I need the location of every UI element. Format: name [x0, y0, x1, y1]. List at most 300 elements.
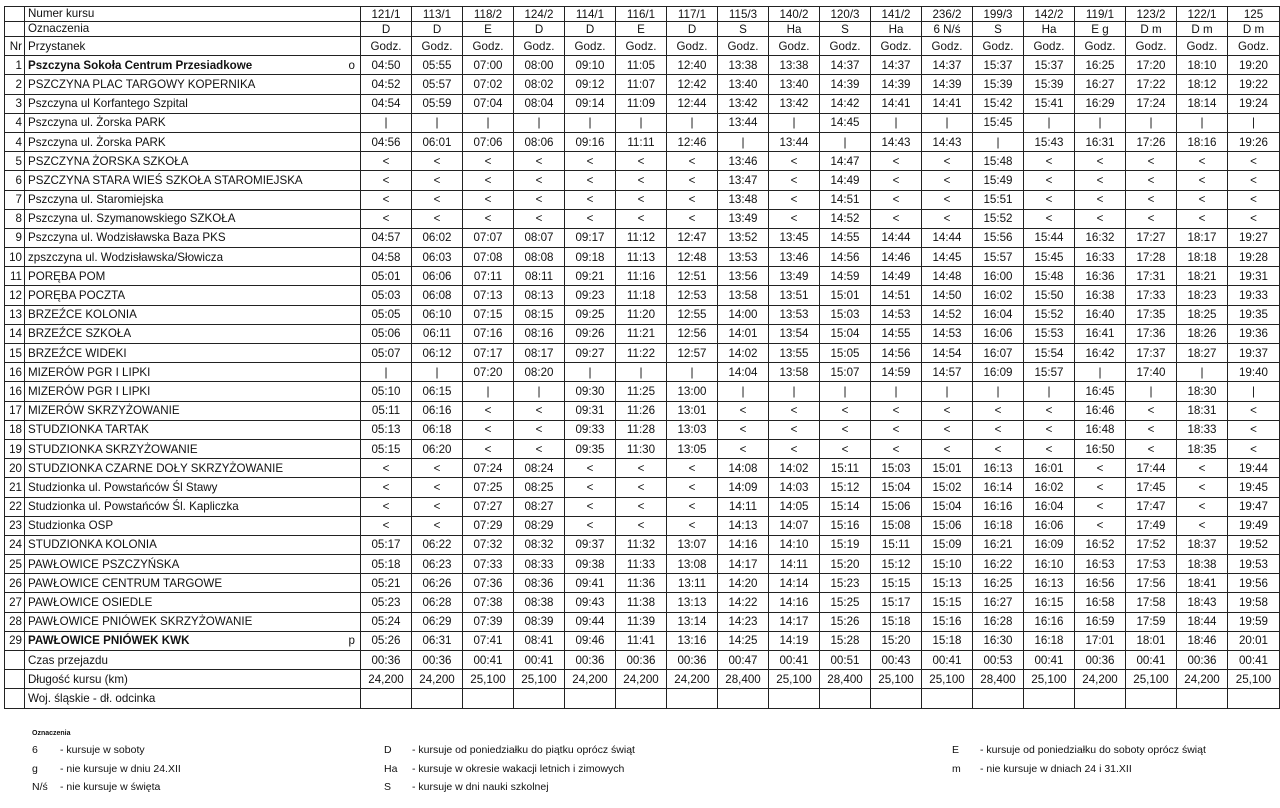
- summary-blank: [5, 689, 25, 708]
- summary-value: 24,200: [412, 670, 463, 689]
- stop-number: 4: [5, 113, 25, 132]
- stop-number: 18: [5, 420, 25, 439]
- departure-time: <: [973, 420, 1024, 439]
- departure-time: 16:32: [1075, 228, 1126, 247]
- godz-label: Godz.: [616, 37, 667, 56]
- summary-value: [361, 689, 412, 708]
- summary-value: 25,100: [769, 670, 820, 689]
- departure-time: 15:43: [1024, 132, 1075, 151]
- departure-time: 15:25: [820, 593, 871, 612]
- legend-item: [32, 744, 145, 756]
- legend-code: m: [952, 763, 961, 775]
- departure-time: 05:57: [412, 75, 463, 94]
- stop-number: 19: [5, 439, 25, 458]
- departure-time: 17:33: [1126, 286, 1177, 305]
- departure-time: 13:51: [769, 286, 820, 305]
- summary-value: 00:41: [769, 651, 820, 670]
- departure-time: 18:26: [1177, 324, 1228, 343]
- departure-time: <: [1024, 439, 1075, 458]
- departure-time: 08:29: [514, 516, 565, 535]
- departure-time: 15:37: [973, 56, 1024, 75]
- legend-item: [384, 744, 635, 756]
- departure-time: 16:40: [1075, 305, 1126, 324]
- departure-time: <: [871, 190, 922, 209]
- stop-flag: o: [348, 58, 355, 72]
- stop-label: Przystanek: [25, 37, 361, 56]
- departure-time: 07:00: [463, 56, 514, 75]
- departure-time: 14:22: [718, 593, 769, 612]
- summary-value: 25,100: [922, 670, 973, 689]
- legend-code: E: [952, 744, 960, 756]
- departure-time: <: [616, 152, 667, 171]
- course-marking: D: [361, 22, 412, 37]
- stop-number: 24: [5, 535, 25, 554]
- table-row: [5, 152, 1280, 171]
- header-blank: [5, 22, 25, 37]
- departure-time: 06:29: [412, 612, 463, 631]
- departure-time: 08:32: [514, 535, 565, 554]
- stop-name: STUDZIONKA TARTAK: [25, 420, 361, 439]
- departure-time: 13:48: [718, 190, 769, 209]
- header-row-columns: [5, 37, 1280, 56]
- stop-name-wrap: [28, 57, 358, 74]
- departure-time: <: [565, 497, 616, 516]
- departure-time: 07:13: [463, 286, 514, 305]
- departure-time: 13:45: [769, 228, 820, 247]
- table-row: [5, 94, 1280, 113]
- summary-value: 00:41: [1228, 651, 1280, 670]
- departure-time: 13:42: [769, 94, 820, 113]
- summary-value: 00:36: [412, 651, 463, 670]
- departure-time: 16:41: [1075, 324, 1126, 343]
- stop-number: 5: [5, 152, 25, 171]
- departure-time: <: [361, 209, 412, 228]
- departure-time: 09:17: [565, 228, 616, 247]
- departure-time: 07:08: [463, 248, 514, 267]
- departure-time: <: [769, 171, 820, 190]
- departure-time: 15:12: [871, 555, 922, 574]
- departure-time: 14:37: [922, 56, 973, 75]
- departure-time: 18:37: [1177, 535, 1228, 554]
- departure-time: <: [1075, 171, 1126, 190]
- departure-time: 19:36: [1228, 324, 1280, 343]
- departure-time: 07:15: [463, 305, 514, 324]
- departure-time: 18:41: [1177, 574, 1228, 593]
- departure-time: 16:30: [973, 631, 1024, 650]
- departure-time: 05:23: [361, 593, 412, 612]
- legend-text: - nie kursuje w dniu 24.XII: [60, 763, 181, 775]
- departure-time: 07:17: [463, 344, 514, 363]
- course-marking: D: [565, 22, 616, 37]
- departure-time: 14:54: [922, 344, 973, 363]
- departure-time: 09:12: [565, 75, 616, 94]
- course-marking: 6 N/ś: [922, 22, 973, 37]
- legend-code: Ha: [384, 763, 398, 775]
- stop-name-wrap: [28, 632, 358, 649]
- departure-time: <: [718, 401, 769, 420]
- departure-time: <: [412, 171, 463, 190]
- stop-name: PSZCZYNA ŻORSKA SZKOŁA: [25, 152, 361, 171]
- departure-time: 13:44: [718, 113, 769, 132]
- course-marking: D: [667, 22, 718, 37]
- departure-time: <: [1126, 420, 1177, 439]
- departure-time: 06:28: [412, 593, 463, 612]
- departure-time: 05:03: [361, 286, 412, 305]
- departure-time: 13:40: [769, 75, 820, 94]
- legend-item: [32, 763, 181, 775]
- departure-time: 18:18: [1177, 248, 1228, 267]
- course-number: 124/2: [514, 7, 565, 22]
- departure-time: 14:05: [769, 497, 820, 516]
- departure-time: 19:35: [1228, 305, 1280, 324]
- godz-label: Godz.: [1024, 37, 1075, 56]
- departure-time: 19:28: [1228, 248, 1280, 267]
- departure-time: 13:49: [718, 209, 769, 228]
- table-row: [5, 459, 1280, 478]
- course-number: 121/1: [361, 7, 412, 22]
- departure-time: <: [1177, 209, 1228, 228]
- departure-time: 19:58: [1228, 593, 1280, 612]
- departure-time: <: [1228, 209, 1280, 228]
- legend-code: S: [384, 781, 392, 793]
- departure-time: 09:30: [565, 382, 616, 401]
- departure-time: 06:11: [412, 324, 463, 343]
- stop-name: PSZCZYNA PLAC TARGOWY KOPERNIKA: [25, 75, 361, 94]
- godz-label: Godz.: [1075, 37, 1126, 56]
- departure-time: <: [565, 516, 616, 535]
- departure-time: <: [718, 420, 769, 439]
- departure-time: |: [1075, 113, 1126, 132]
- course-number: 116/1: [616, 7, 667, 22]
- departure-time: 14:23: [718, 612, 769, 631]
- stop-number: 10: [5, 248, 25, 267]
- marking-label: Oznaczenia: [25, 22, 361, 37]
- stop-name: Studzionka ul. Powstańców Śl Stawy: [25, 478, 361, 497]
- departure-time: <: [820, 439, 871, 458]
- departure-time: <: [922, 152, 973, 171]
- departure-time: 11:41: [616, 631, 667, 650]
- departure-time: <: [769, 439, 820, 458]
- stop-name: [25, 631, 361, 650]
- departure-time: 14:10: [769, 535, 820, 554]
- departure-time: 15:08: [871, 516, 922, 535]
- course-number: 119/1: [1075, 7, 1126, 22]
- departure-time: |: [922, 113, 973, 132]
- departure-time: |: [820, 382, 871, 401]
- departure-time: 09:44: [565, 612, 616, 631]
- departure-time: 05:07: [361, 344, 412, 363]
- departure-time: 18:44: [1177, 612, 1228, 631]
- departure-time: 04:56: [361, 132, 412, 151]
- legend-item: [32, 781, 160, 793]
- departure-time: 14:39: [922, 75, 973, 94]
- stop-name: MIZERÓW PGR I LIPKI: [25, 363, 361, 382]
- departure-time: 15:11: [871, 535, 922, 554]
- stop-number: 11: [5, 267, 25, 286]
- summary-row: [5, 670, 1280, 689]
- departure-time: 16:42: [1075, 344, 1126, 363]
- departure-time: |: [769, 382, 820, 401]
- summary-value: [514, 689, 565, 708]
- departure-time: 08:04: [514, 94, 565, 113]
- summary-value: [922, 689, 973, 708]
- summary-value: 00:41: [1024, 651, 1075, 670]
- departure-time: 11:32: [616, 535, 667, 554]
- departure-time: <: [667, 459, 718, 478]
- departure-time: <: [565, 171, 616, 190]
- departure-time: 15:57: [973, 248, 1024, 267]
- stop-name: BRZEŹCE WIDEKI: [25, 344, 361, 363]
- departure-time: 14:14: [769, 574, 820, 593]
- departure-time: 08:00: [514, 56, 565, 75]
- departure-time: <: [616, 171, 667, 190]
- summary-value: 00:43: [871, 651, 922, 670]
- departure-time: <: [514, 439, 565, 458]
- summary-value: 25,100: [463, 670, 514, 689]
- departure-time: 18:12: [1177, 75, 1228, 94]
- departure-time: 08:13: [514, 286, 565, 305]
- summary-value: [463, 689, 514, 708]
- departure-time: 17:49: [1126, 516, 1177, 535]
- legend-text: - kursuje w dni nauki szkolnej: [412, 781, 549, 793]
- departure-time: 06:01: [412, 132, 463, 151]
- departure-time: 14:02: [769, 459, 820, 478]
- departure-time: 06:31: [412, 631, 463, 650]
- departure-time: 17:36: [1126, 324, 1177, 343]
- departure-time: <: [1024, 190, 1075, 209]
- summary-label: Czas przejazdu: [25, 651, 361, 670]
- departure-time: <: [514, 209, 565, 228]
- departure-time: 20:01: [1228, 631, 1280, 650]
- departure-time: <: [1075, 478, 1126, 497]
- departure-time: 13:53: [718, 248, 769, 267]
- departure-time: 08:17: [514, 344, 565, 363]
- departure-time: |: [1126, 382, 1177, 401]
- departure-time: |: [463, 382, 514, 401]
- departure-time: <: [1075, 459, 1126, 478]
- departure-time: 18:27: [1177, 344, 1228, 363]
- course-number: 142/2: [1024, 7, 1075, 22]
- departure-time: <: [922, 171, 973, 190]
- summary-label: Woj. śląskie - dł. odcinka: [25, 689, 361, 708]
- departure-time: <: [361, 190, 412, 209]
- summary-value: 28,400: [718, 670, 769, 689]
- departure-time: 05:21: [361, 574, 412, 593]
- table-row: [5, 420, 1280, 439]
- course-marking: S: [820, 22, 871, 37]
- stop-name: PORĘBA POCZTA: [25, 286, 361, 305]
- departure-time: |: [514, 113, 565, 132]
- summary-value: [769, 689, 820, 708]
- course-marking: D: [514, 22, 565, 37]
- departure-time: <: [1075, 190, 1126, 209]
- legend-code: N/ś: [32, 781, 48, 793]
- departure-time: 14:39: [820, 75, 871, 94]
- departure-time: 09:18: [565, 248, 616, 267]
- stop-name: PAWŁOWICE CENTRUM TARGOWE: [25, 574, 361, 593]
- departure-time: 06:02: [412, 228, 463, 247]
- departure-time: 09:16: [565, 132, 616, 151]
- departure-time: 17:20: [1126, 56, 1177, 75]
- stop-number: 25: [5, 555, 25, 574]
- stop-number: 22: [5, 497, 25, 516]
- departure-time: 14:16: [769, 593, 820, 612]
- departure-time: 05:24: [361, 612, 412, 631]
- godz-label: Godz.: [514, 37, 565, 56]
- departure-time: 18:43: [1177, 593, 1228, 612]
- departure-time: 16:04: [1024, 497, 1075, 516]
- stop-name: STUDZIONKA KOLONIA: [25, 535, 361, 554]
- departure-time: <: [871, 171, 922, 190]
- departure-time: |: [616, 113, 667, 132]
- godz-label: Godz.: [463, 37, 514, 56]
- summary-value: [1126, 689, 1177, 708]
- timetable: [4, 6, 1280, 709]
- departure-time: |: [514, 382, 565, 401]
- departure-time: 16:04: [973, 305, 1024, 324]
- stop-number: 3: [5, 94, 25, 113]
- departure-time: 06:26: [412, 574, 463, 593]
- table-row: [5, 439, 1280, 458]
- departure-time: 14:25: [718, 631, 769, 650]
- departure-time: 15:15: [871, 574, 922, 593]
- departure-time: 11:39: [616, 612, 667, 631]
- stop-number: 1: [5, 56, 25, 75]
- departure-time: 14:52: [922, 305, 973, 324]
- departure-time: 11:21: [616, 324, 667, 343]
- departure-time: 14:37: [820, 56, 871, 75]
- stop-name: PSZCZYNA STARA WIEŚ SZKOŁA STAROMIEJSKA: [25, 171, 361, 190]
- departure-time: 14:44: [871, 228, 922, 247]
- departure-time: 16:25: [1075, 56, 1126, 75]
- departure-time: 16:45: [1075, 382, 1126, 401]
- departure-time: 16:06: [973, 324, 1024, 343]
- departure-time: 16:13: [1024, 574, 1075, 593]
- departure-time: <: [667, 190, 718, 209]
- table-row: [5, 305, 1280, 324]
- departure-time: 16:56: [1075, 574, 1126, 593]
- summary-value: [1228, 689, 1280, 708]
- stop-number: 13: [5, 305, 25, 324]
- departure-time: 15:03: [820, 305, 871, 324]
- departure-time: 09:41: [565, 574, 616, 593]
- departure-time: 14:59: [820, 267, 871, 286]
- departure-time: 19:20: [1228, 56, 1280, 75]
- summary-value: 24,200: [361, 670, 412, 689]
- departure-time: 17:40: [1126, 363, 1177, 382]
- table-row: [5, 382, 1280, 401]
- departure-time: 04:54: [361, 94, 412, 113]
- departure-time: 16:01: [1024, 459, 1075, 478]
- departure-time: 07:07: [463, 228, 514, 247]
- departure-time: 14:56: [820, 248, 871, 267]
- table-row: [5, 593, 1280, 612]
- departure-time: 14:13: [718, 516, 769, 535]
- summary-value: 00:36: [565, 651, 616, 670]
- departure-time: 16:22: [973, 555, 1024, 574]
- departure-time: <: [922, 420, 973, 439]
- legend-text: - nie kursuje w święta: [60, 781, 161, 793]
- departure-time: <: [1024, 401, 1075, 420]
- course-number: 141/2: [871, 7, 922, 22]
- departure-time: 08:06: [514, 132, 565, 151]
- departure-time: |: [361, 363, 412, 382]
- stop-name: BRZEŹCE SZKOŁA: [25, 324, 361, 343]
- departure-time: 06:22: [412, 535, 463, 554]
- departure-time: 12:56: [667, 324, 718, 343]
- departure-time: 04:57: [361, 228, 412, 247]
- departure-time: 16:48: [1075, 420, 1126, 439]
- legend-text: - kursuje w soboty: [60, 744, 145, 756]
- departure-time: <: [412, 497, 463, 516]
- departure-time: 16:14: [973, 478, 1024, 497]
- departure-time: 17:01: [1075, 631, 1126, 650]
- departure-time: <: [973, 439, 1024, 458]
- departure-time: 14:43: [922, 132, 973, 151]
- summary-value: 00:36: [1075, 651, 1126, 670]
- departure-time: 14:51: [871, 286, 922, 305]
- departure-time: 14:01: [718, 324, 769, 343]
- course-marking: D m: [1177, 22, 1228, 37]
- summary-value: [1024, 689, 1075, 708]
- godz-label: Godz.: [667, 37, 718, 56]
- departure-time: 09:38: [565, 555, 616, 574]
- course-marking: E g: [1075, 22, 1126, 37]
- departure-time: 09:23: [565, 286, 616, 305]
- departure-time: 15:45: [973, 113, 1024, 132]
- table-row: [5, 344, 1280, 363]
- summary-value: [565, 689, 616, 708]
- summary-row: [5, 651, 1280, 670]
- departure-time: <: [361, 497, 412, 516]
- departure-time: 15:56: [973, 228, 1024, 247]
- stop-name: BRZEŹCE KOLONIA: [25, 305, 361, 324]
- departure-time: <: [718, 439, 769, 458]
- stop-number: 12: [5, 286, 25, 305]
- departure-time: 04:58: [361, 248, 412, 267]
- departure-time: 05:05: [361, 305, 412, 324]
- departure-time: 14:20: [718, 574, 769, 593]
- departure-time: 04:50: [361, 56, 412, 75]
- departure-time: 16:13: [973, 459, 1024, 478]
- departure-time: 09:25: [565, 305, 616, 324]
- course-marking: Ha: [1024, 22, 1075, 37]
- summary-value: 24,200: [616, 670, 667, 689]
- departure-time: 14:55: [871, 324, 922, 343]
- summary-value: 25,100: [514, 670, 565, 689]
- stop-name-text: PAWŁOWICE PNIÓWEK KWK: [28, 634, 190, 648]
- stop-name: Studzionka OSP: [25, 516, 361, 535]
- stop-name: Pszczyna ul Korfantego Szpital: [25, 94, 361, 113]
- departure-time: 07:04: [463, 94, 514, 113]
- departure-time: 07:24: [463, 459, 514, 478]
- departure-time: <: [1228, 439, 1280, 458]
- course-number: 123/2: [1126, 7, 1177, 22]
- departure-time: 16:27: [1075, 75, 1126, 94]
- departure-time: 13:40: [718, 75, 769, 94]
- departure-time: 11:38: [616, 593, 667, 612]
- departure-time: 15:54: [1024, 344, 1075, 363]
- departure-time: 17:44: [1126, 459, 1177, 478]
- departure-time: 19:44: [1228, 459, 1280, 478]
- departure-time: 06:10: [412, 305, 463, 324]
- departure-time: 07:25: [463, 478, 514, 497]
- departure-time: 17:26: [1126, 132, 1177, 151]
- course-number: 120/3: [820, 7, 871, 22]
- departure-time: |: [1228, 382, 1280, 401]
- departure-time: <: [1075, 516, 1126, 535]
- summary-value: 00:47: [718, 651, 769, 670]
